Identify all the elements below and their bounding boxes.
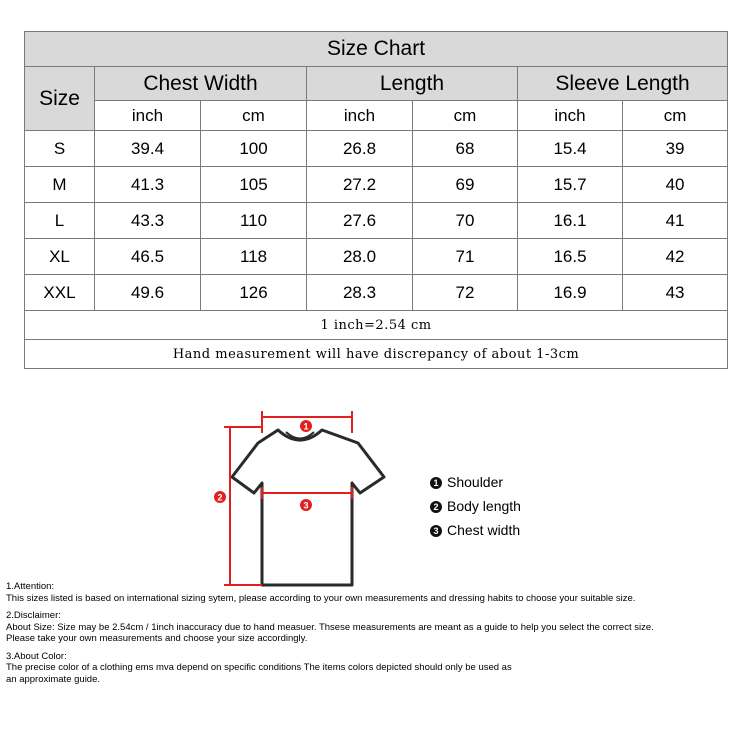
cell-size: L xyxy=(25,203,95,239)
cell-value: 72 xyxy=(413,275,518,311)
cell-value: 16.1 xyxy=(518,203,623,239)
attention-title: 1.Attention: xyxy=(6,581,55,592)
cell-value: 41 xyxy=(623,203,728,239)
legend-item xyxy=(430,470,521,494)
cell-value: 39.4 xyxy=(95,131,201,167)
cell-value: 69 xyxy=(413,167,518,203)
unit-sleeve-cm: cm xyxy=(623,101,728,131)
cell-value: 39 xyxy=(623,131,728,167)
size-chart-title: Size Chart xyxy=(25,32,728,67)
color-note xyxy=(6,651,748,686)
size-chart-table xyxy=(24,31,728,369)
disclaimer-text: Please take your own measurements and choose your size accordingly. xyxy=(6,633,308,644)
cell-size: M xyxy=(25,167,95,203)
cell-size: S xyxy=(25,131,95,167)
svg-text:1: 1 xyxy=(303,421,309,432)
marker-chest-width xyxy=(300,499,312,511)
cell-size: XL xyxy=(25,239,95,275)
svg-text:3: 3 xyxy=(303,500,309,511)
cell-value: 126 xyxy=(201,275,307,311)
legend-label: Body length xyxy=(447,498,521,514)
cell-value: 100 xyxy=(201,131,307,167)
color-title: 3.About Color: xyxy=(6,650,67,662)
unit-chest-inch: inch xyxy=(95,101,201,131)
cell-value: 28.3 xyxy=(307,275,413,311)
marker-body-length xyxy=(214,491,226,503)
measurement-legend xyxy=(430,470,521,542)
legend-number: 2 xyxy=(430,501,442,513)
attention-text: This sizes listed is based on international sizing sytem, please according to your own measurements and dressing habits to choose your suitable size. xyxy=(6,592,636,604)
legend-number: 3 xyxy=(430,525,442,537)
tshirt-diagram xyxy=(200,405,400,590)
unit-length-cm: cm xyxy=(413,101,518,131)
unit-length-inch: inch xyxy=(307,101,413,131)
cell-value: 110 xyxy=(201,203,307,239)
legend-label: Chest width xyxy=(447,522,521,538)
disclaimer-note xyxy=(6,610,748,645)
cell-value: 105 xyxy=(201,167,307,203)
cell-value: 43.3 xyxy=(95,203,201,239)
cell-value: 27.6 xyxy=(307,203,413,239)
table-row xyxy=(25,203,728,239)
table-row xyxy=(25,239,728,275)
svg-text:2: 2 xyxy=(217,492,223,503)
table-row xyxy=(25,167,728,203)
cell-value: 40 xyxy=(623,167,728,203)
attention-note xyxy=(6,581,748,604)
legend-item xyxy=(430,518,521,542)
notes-section xyxy=(6,581,748,691)
cell-size: XXL xyxy=(25,275,95,311)
cell-value: 16.9 xyxy=(518,275,623,311)
table-row xyxy=(25,131,728,167)
header-sleeve-length: Sleeve Length xyxy=(518,67,728,101)
header-chest-width: Chest Width xyxy=(95,67,307,101)
marker-shoulder xyxy=(300,420,312,432)
cell-value: 26.8 xyxy=(307,131,413,167)
unit-sleeve-inch: inch xyxy=(518,101,623,131)
cell-value: 28.0 xyxy=(307,239,413,275)
table-row xyxy=(25,275,728,311)
cell-value: 42 xyxy=(623,239,728,275)
legend-item xyxy=(430,494,521,518)
disclaimer-title: 2.Disclaimer: xyxy=(6,610,61,621)
cell-value: 49.6 xyxy=(95,275,201,311)
color-text: an approximate guide. xyxy=(6,673,101,685)
cell-value: 43 xyxy=(623,275,728,311)
cell-value: 46.5 xyxy=(95,239,201,275)
legend-label: Shoulder xyxy=(447,474,504,490)
cell-value: 41.3 xyxy=(95,167,201,203)
color-text: The precise color of a clothing ems mva depend on specific conditions The items colors depicted should only be used as xyxy=(6,662,512,673)
unit-chest-cm: cm xyxy=(201,101,307,131)
cell-value: 70 xyxy=(413,203,518,239)
header-size: Size xyxy=(25,67,95,131)
disclaimer-text: About Size: Size may be 2.54cm / 1inch inaccuracy due to hand measuer. Thsese measurements are meant as a guide to help you select the correct size. xyxy=(6,621,654,633)
cell-value: 71 xyxy=(413,239,518,275)
cell-value: 118 xyxy=(201,239,307,275)
legend-number: 1 xyxy=(430,477,442,489)
header-length: Length xyxy=(307,67,518,101)
cell-value: 27.2 xyxy=(307,167,413,203)
discrepancy-note: Hand measurement will have discrepancy of about 1-3cm xyxy=(25,340,728,369)
cell-value: 16.5 xyxy=(518,239,623,275)
cell-value: 15.7 xyxy=(518,167,623,203)
cell-value: 15.4 xyxy=(518,131,623,167)
conversion-note: 1 inch=2.54 cm xyxy=(25,311,728,340)
cell-value: 68 xyxy=(413,131,518,167)
